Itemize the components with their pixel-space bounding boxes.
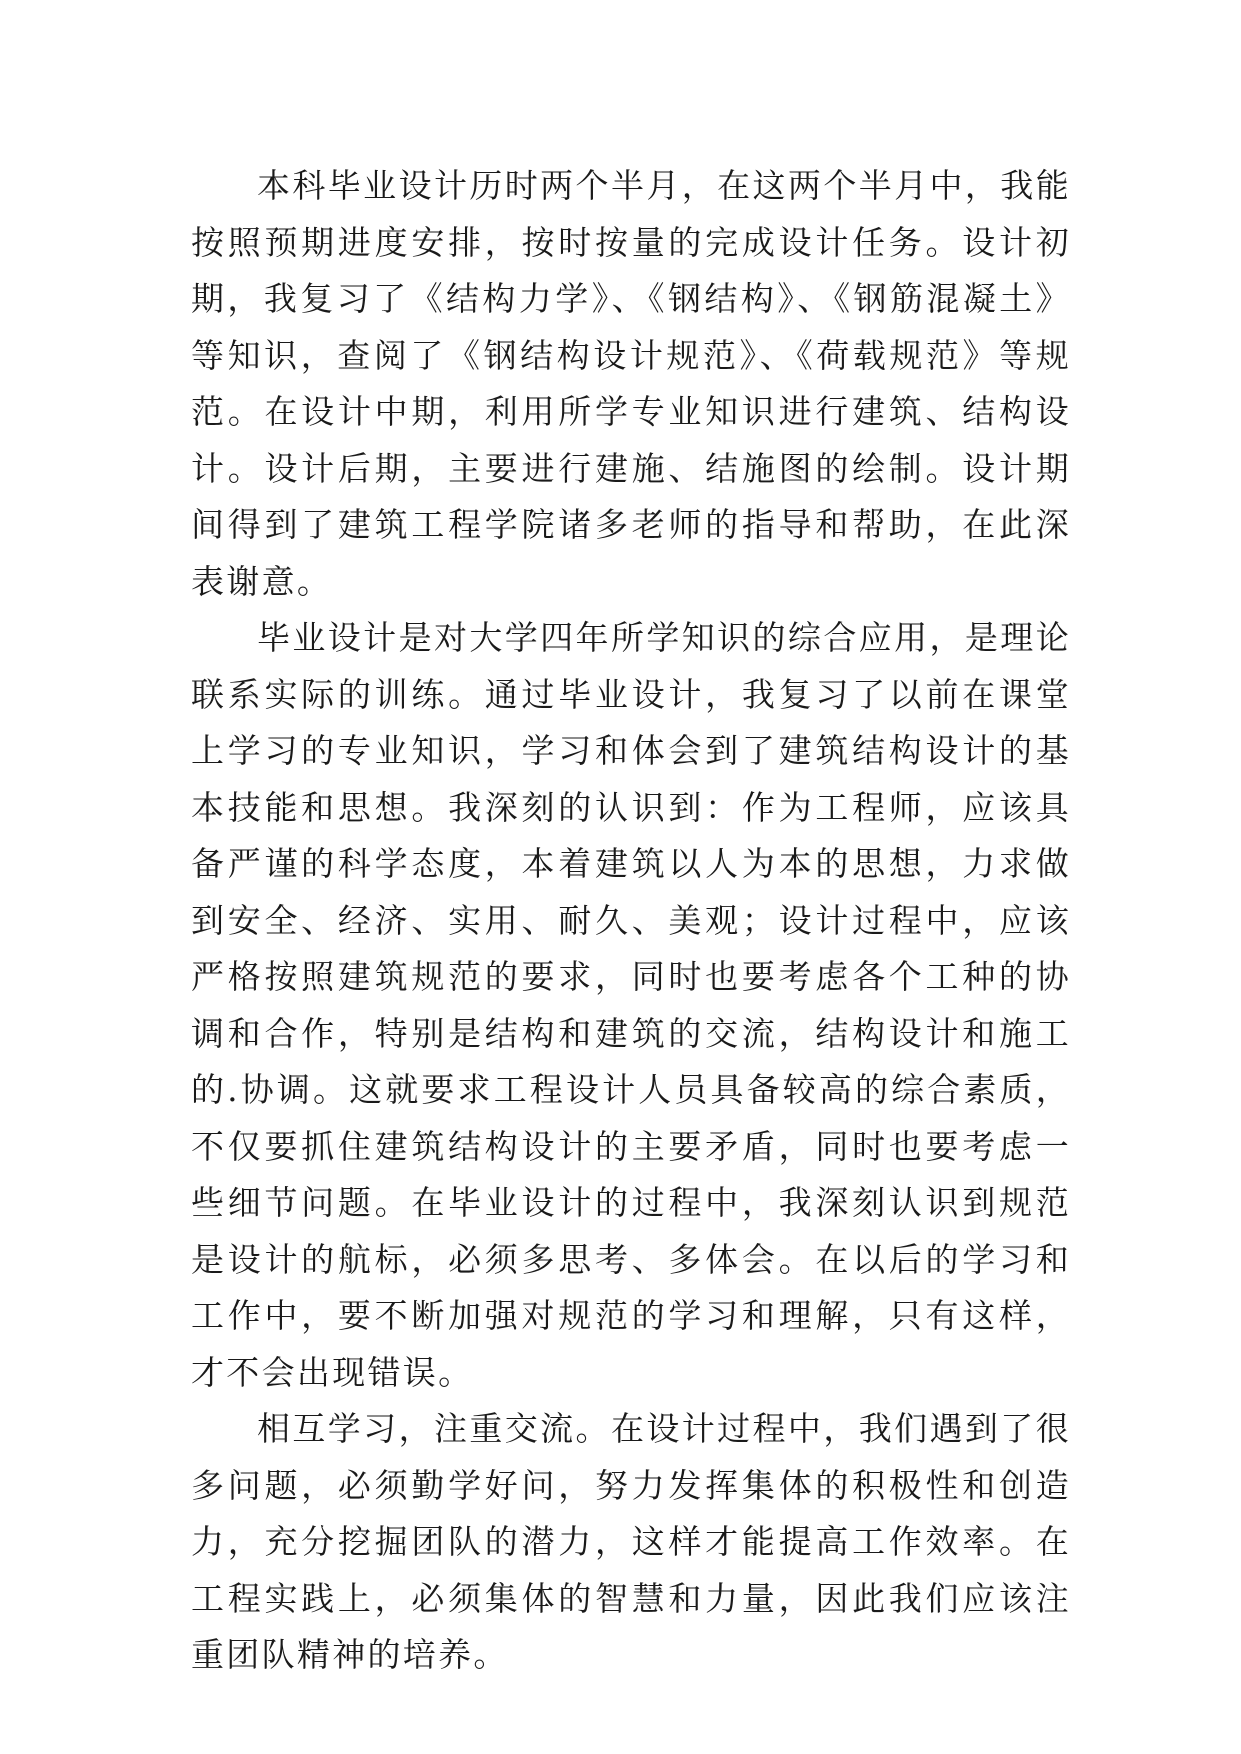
document-body <box>191 158 1071 1684</box>
paragraph-design-reflection: 毕业设计是对大学四年所学知识的综合应用，是理论联系实际的训练。通过毕业设计，我复习了以前在课堂上学习的专业知识，学习和体会到了建筑结构设计的基本技能和思想。我深刻的认识到：作为工程师，应该具备严谨的科学态度，本着建筑以人为本的思想，力求做到安全、经济、实用、耐久、美观；设计过程中，应该严格按照建筑规范的要求，同时也要考虑各个工种的协调和合作，特别是结构和建筑的交流，结构设计和施工的.协调。这就要求工程设计人员具备较高的综合素质，不仅要抓住建筑结构设计的主要矛盾，同时也要考虑一些细节问题。在毕业设计的过程中，我深刻认识到规范是设计的航标，必须多思考、多体会。在以后的学习和工作中，要不断加强对规范的学习和理解，只有这样，才不会出现错误。 <box>191 618 1071 1392</box>
paragraph-teamwork: 相互学习，注重交流。在设计过程中，我们遇到了很多问题，必须勤学好问，努力发挥集体的积极性和创造力，充分挖掘团队的潜力，这样才能提高工作效率。在工程实践上，必须集体的智慧和力量，因此我们应该注重团队精神的培养。 <box>191 1409 1071 1674</box>
paragraph-design-process: 本科毕业设计历时两个半月，在这两个半月中，我能按照预期进度安排，按时按量的完成设计任务。设计初期，我复习了《结构力学》、《钢结构》、《钢筋混凝土》等知识，查阅了《钢结构设计规范》、《荷载规范》等规范。在设计中期，利用所学专业知识进行建筑、结构设计。设计后期，主要进行建施、结施图的绘制。设计期间得到了建筑工程学院诸多老师的指导和帮助，在此深表谢意。 <box>191 166 1071 601</box>
